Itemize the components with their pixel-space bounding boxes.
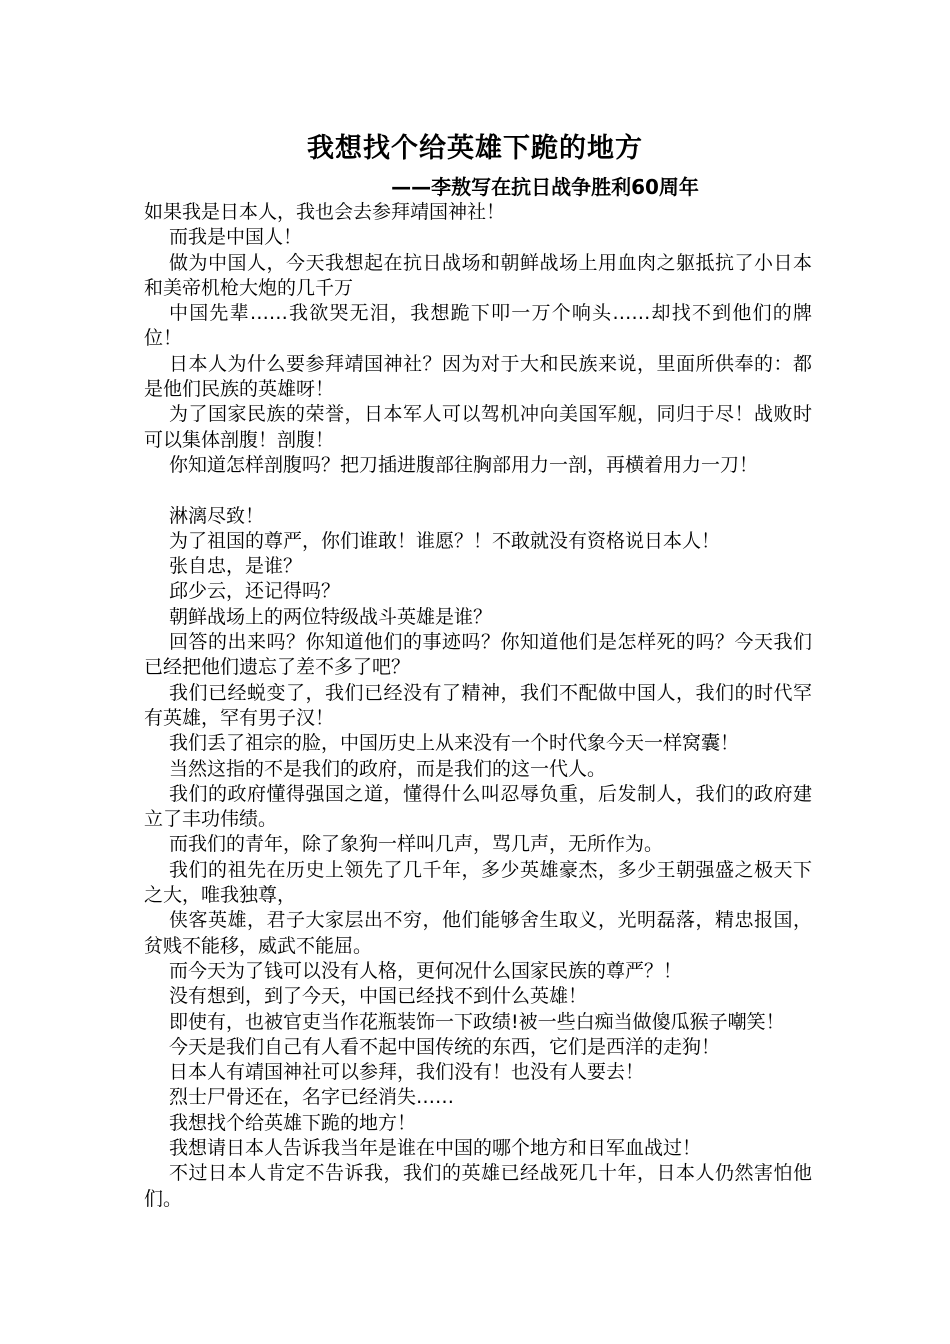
paragraph: 朝鲜战场上的两位特级战斗英雄是谁？ — [169, 605, 493, 628]
paragraph: 而今天为了钱可以没有人格，更何况什么国家民族的尊严？！ — [169, 959, 683, 982]
paragraph: 日本人为什么要参拜靖国神社？因为对于大和民族来说，里面所供奉的：都是他们民族的英雄呀！ — [144, 352, 812, 401]
paragraph: 日本人有靖国神社可以参拜，我们没有！也没有人要去！ — [169, 1061, 645, 1084]
paragraph: 为了祖国的尊严，你们谁敢！谁愿？！不敢就没有资格说日本人！ — [169, 529, 721, 552]
paragraph: 侠客英雄，君子大家层出不穷，他们能够舍生取义，光明磊落，精忠报国，贫贱不能移，威武不能屈。 — [144, 909, 812, 957]
paragraph: 我想请日本人告诉我当年是谁在中国的哪个地方和日军血战过！ — [169, 1136, 702, 1159]
document-subtitle: ——李敖写在抗日战争胜利60周年 — [391, 175, 699, 199]
document-title: 我想找个给英雄下跪的地方 — [307, 133, 643, 164]
paragraph: 你知道怎样剖腹吗？把刀插进腹部往胸部用力一剖，再横着用力一刀！ — [169, 453, 759, 476]
paragraph: 如果我是日本人，我也会去参拜靖国神社！ — [144, 201, 506, 223]
paragraph: 回答的出来吗？你知道他们的事迹吗？你知道他们是怎样死的吗？今天我们已经把他们遗忘了差不多了吧？ — [144, 631, 812, 679]
paragraph: 做为中国人，今天我想起在抗日战场和朝鲜战场上用血肉之躯抵抗了小日本和美帝机枪大炮的几千万 — [144, 251, 812, 299]
paragraph: 我们已经蜕变了，我们已经没有了精神，我们不配做中国人，我们的时代罕有英雄，罕有男子汉！ — [144, 681, 812, 729]
paragraph: 今天是我们自己有人看不起中国传统的东西，它们是西洋的走狗！ — [169, 1035, 721, 1058]
paragraph: 没有想到，到了今天，中国已经找不到什么英雄！ — [169, 985, 588, 1008]
paragraph: 不过日本人肯定不告诉我，我们的英雄已经战死几十年，日本人仍然害怕他们。 — [144, 1162, 812, 1210]
paragraph: 中国先辈……我欲哭无泪，我想跪下叩一万个响头……却找不到他们的牌位！ — [144, 302, 812, 350]
paragraph: 烈士尸骨还在，名字已经消失…… — [169, 1086, 455, 1109]
paragraph: 淋漓尽致！ — [169, 504, 265, 527]
paragraph: 张自忠，是谁？ — [169, 555, 303, 578]
document-body — [144, 200, 812, 1212]
paragraph: 我们的政府懂得强国之道，懂得什么叫忍辱负重，后发制人，我们的政府建立了丰功伟绩。 — [144, 782, 812, 831]
paragraph: 而我是中国人！ — [169, 226, 303, 249]
paragraph: 我们丢了祖宗的脸，中国历史上从来没有一个时代象今天一样窝囊！ — [169, 732, 740, 755]
paragraph: 当然这指的不是我们的政府，而是我们的这一代人。 — [169, 757, 607, 780]
paragraph: 即使有，也被官吏当作花瓶装饰一下政绩!被一些白痴当做傻瓜猴子嘲笑！ — [169, 1010, 785, 1033]
paragraph: 我们的祖先在历史上领先了几千年，多少英雄豪杰，多少王朝强盛之极天下之大，唯我独尊， — [144, 858, 812, 907]
paragraph: 我想找个给英雄下跪的地方！ — [169, 1111, 417, 1134]
paragraph: 而我们的青年，除了象狗一样叫几声，骂几声，无所作为。 — [169, 833, 664, 856]
paragraph: 为了国家民族的荣誉，日本军人可以驾机冲向美国军舰，同归于尽！战败时可以集体剖腹！剖腹！ — [144, 403, 812, 451]
paragraph: 邱少云，还记得吗？ — [169, 580, 341, 603]
